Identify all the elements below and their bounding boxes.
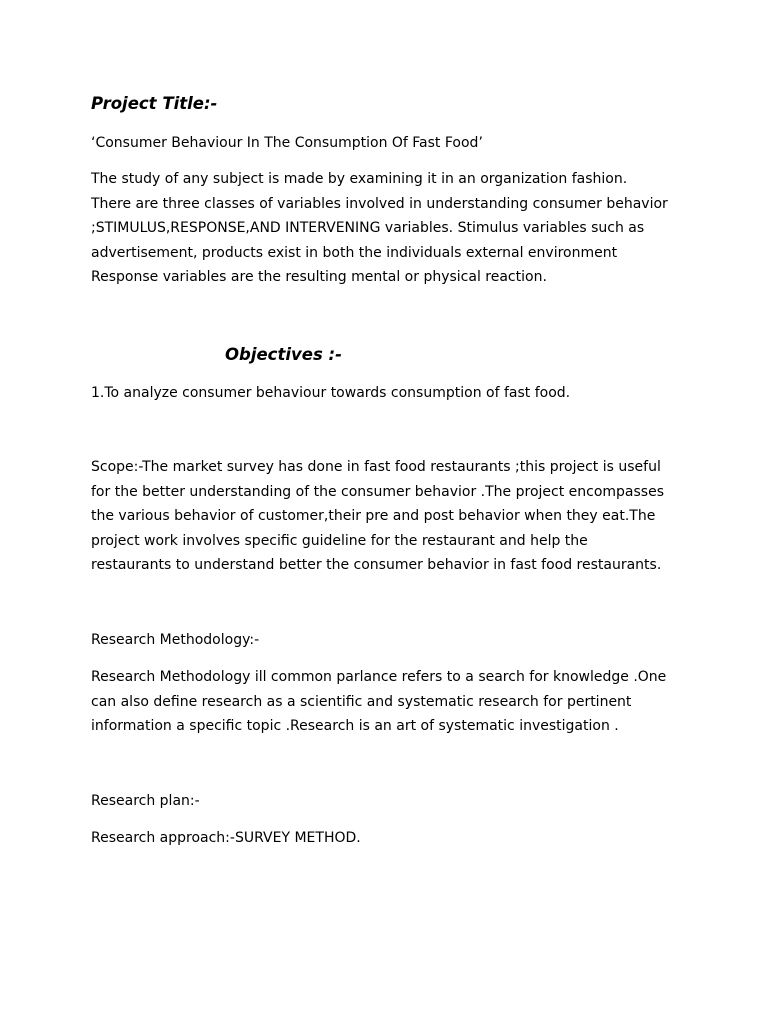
research-methodology-heading: Research Methodology:- bbox=[91, 632, 260, 648]
project-title-heading: Project Title:- bbox=[91, 94, 218, 113]
intro-line: The study of any subject is made by examining it in an organization fashion. bbox=[91, 171, 628, 187]
project-title-text: ‘Consumer Behaviour In The Consumption Of Fast Food’ bbox=[91, 135, 483, 151]
research-methodology-line: Research Methodology ill common parlance refers to a search for knowledge .One bbox=[91, 669, 667, 685]
scope-line: restaurants to understand better the consumer behavior in fast food restaurants. bbox=[91, 557, 662, 574]
intro-line: Response variables are the resulting mental or physical reaction. bbox=[91, 269, 547, 286]
research-plan-heading: Research plan:- bbox=[91, 793, 200, 809]
research-methodology-line: information a specific topic .Research is an art of systematic investigation . bbox=[91, 718, 619, 735]
scope-line: for the better understanding of the consumer behavior .The project encompasses bbox=[91, 483, 665, 500]
research-approach-text: Research approach:-SURVEY METHOD. bbox=[91, 830, 361, 846]
objective-item: 1.To analyze consumer behaviour towards consumption of fast food. bbox=[91, 385, 571, 401]
objectives-heading: Objectives :- bbox=[225, 345, 342, 364]
research-methodology-line: can also define research as a scientific and systematic research for pertinent bbox=[91, 693, 632, 710]
scope-line: the various behavior of customer,their pre and post behavior when they eat.The bbox=[91, 508, 656, 525]
intro-line: ;STIMULUS,RESPONSE,AND INTERVENING variables. Stimulus variables such as bbox=[91, 220, 645, 237]
intro-paragraph bbox=[91, 167, 721, 290]
research-methodology-paragraph bbox=[91, 665, 721, 739]
intro-line: There are three classes of variables involved in understanding consumer behavior bbox=[91, 195, 668, 212]
intro-line: advertisement, products exist in both the individuals external environment bbox=[91, 244, 618, 261]
scope-line: Scope:-The market survey has done in fast food restaurants ;this project is useful bbox=[91, 459, 661, 475]
scope-paragraph bbox=[91, 455, 721, 578]
scope-line: project work involves specific guideline for the restaurant and help the bbox=[91, 532, 588, 549]
